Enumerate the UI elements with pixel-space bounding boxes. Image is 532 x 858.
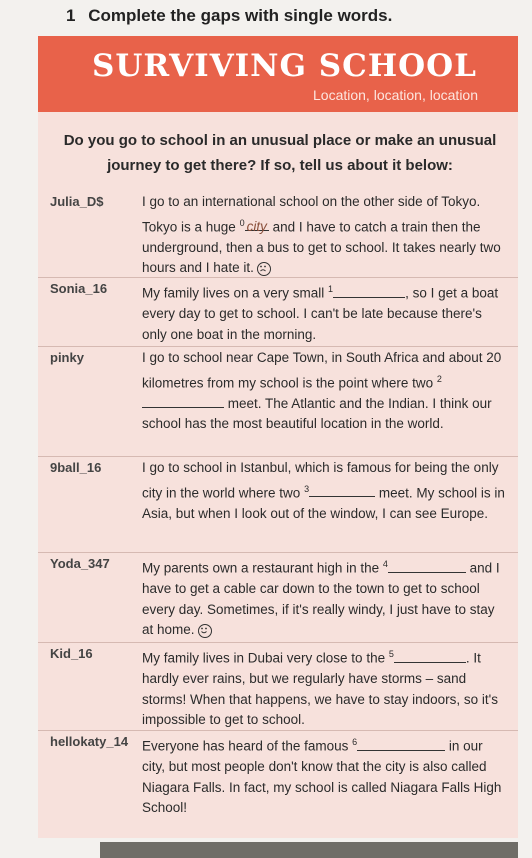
gap-4-blank[interactable] (388, 559, 466, 573)
post-username: Kid_16 (50, 646, 93, 661)
gap-3-blank[interactable] (309, 483, 375, 497)
post-sonia (38, 277, 518, 347)
exercise-number: 1 (66, 6, 76, 25)
page-edge-bar (100, 842, 518, 858)
post-username: 9ball_16 (50, 460, 102, 475)
post-hellokaty (38, 730, 518, 830)
instruction-text: Complete the gaps with single words. (88, 6, 393, 25)
banner-title: SURVIVING SCHOOL (92, 48, 477, 84)
post-body: My parents own a restaurant high in the $^4$ and I have to get a cable car down to the town to get to school every day. Sometimes, if it's really windy, I just have to stay at home. (142, 559, 500, 638)
post-body: My family lives in Dubai very close to the $^5$ . It hardly ever rains, but we regularly have storms – sand storms! When that happens, we have to stay indoors, so it's impossible to get to school. (142, 649, 499, 728)
post-username: Yoda_347 (50, 556, 110, 571)
banner-subtitle: Location, location, location (313, 87, 478, 103)
post-username: Julia_D$ (50, 194, 104, 209)
post-username: Sonia_16 (50, 281, 108, 296)
post-body: I go to school in Istanbul, which is famous for being the only city in the world where two $^3$ meet. My school is in Asia, but when I look out of the window, I can see Europe. (142, 460, 505, 521)
gap-1-blank[interactable] (333, 284, 405, 298)
post-kid (38, 642, 518, 731)
post-username: pinky (50, 350, 84, 365)
sad-face-icon (257, 262, 271, 276)
post-username: hellokaty_14 (50, 734, 129, 749)
gap-6-blank[interactable] (357, 737, 445, 751)
forum-panel (38, 112, 518, 838)
post-body: I go to school near Cape Town, in South Africa and about 20 kilometres from my school is the point where two $^2$ meet. The Atlantic and the Indian. I think our school has the most beautiful location in the world. (142, 350, 502, 432)
post-body: Everyone has heard of the famous $^6$ in our city, but most people don't know that the city is also called Niagara Falls. In fact, my school is called Niagara Falls High School! (142, 737, 502, 816)
post-body: My family lives on a very small $^1$ , so I get a boat every day to get to school. I can't be late because there's only one boat in the morning. (142, 284, 499, 342)
post-yoda (38, 552, 518, 643)
post-9ball (38, 456, 518, 553)
title-banner (38, 36, 518, 112)
forum-question: Do you go to school in an unusual place or make an unusual journey to get there? If so, tell us about it below: (63, 132, 497, 174)
post-body: I go to an international school on the other side of Tokyo. Tokyo is a huge $^0$ city and I have to catch a train then the underground, then a bus to get to school. It takes nearly two hours and I hate it. (142, 194, 501, 276)
gap-0-answer: city (246, 219, 267, 235)
post-pinky (38, 346, 518, 457)
gap-2-blank[interactable] (142, 394, 224, 408)
smile-face-icon (198, 624, 212, 638)
gap-5-blank[interactable] (394, 649, 466, 663)
instruction (66, 6, 392, 26)
post-julia (38, 190, 518, 278)
